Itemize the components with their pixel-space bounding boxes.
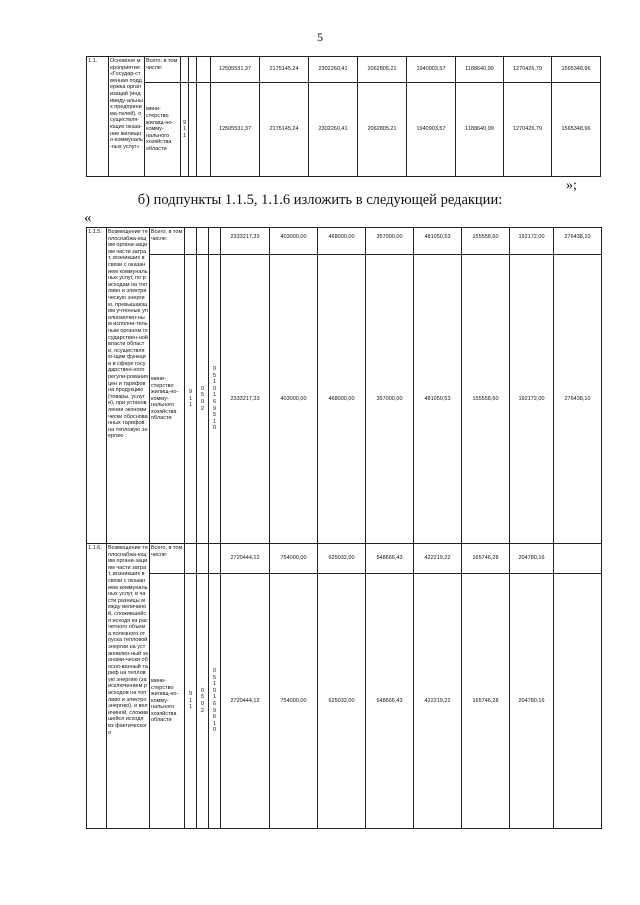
total-label: Всего, в том числе: xyxy=(150,544,185,574)
value-cell: 155558,60 xyxy=(462,228,510,255)
table-row xyxy=(87,574,602,829)
target-article-code: 0 5 1 0 1 6 9 5 1 0 xyxy=(209,255,221,544)
value-cell: 192172,00 xyxy=(510,255,554,544)
table-row xyxy=(87,544,602,574)
value-cell: 468000,00 xyxy=(318,255,366,544)
value-cell: 165746,28 xyxy=(462,574,510,829)
table-row xyxy=(87,228,602,255)
value-cell: 754000,00 xyxy=(270,574,318,829)
value-cell: 2333217,33 xyxy=(221,228,270,255)
agency-label: мини-стерство жилищ-но-комму-нального хозяйства области xyxy=(150,574,185,829)
value-cell: 403000,00 xyxy=(270,255,318,544)
row-number: 1.1.5. xyxy=(87,228,107,544)
value-cell: 548666,43 xyxy=(366,544,414,574)
value-cell: 1940903,57 xyxy=(407,83,456,177)
value-cell: 1270426,79 xyxy=(504,57,552,83)
total-label: Всего, в том числе: xyxy=(150,228,185,255)
value-cell: 192172,00 xyxy=(510,228,554,255)
value-cell: 481050,53 xyxy=(414,255,462,544)
measure-name: Возмещение теплоснабжа-ющим органи-зациям части затрат, возникших в связи с оказанием коммунальных услуг, в части разницы между величиной, сложившейся исходя из расчетного объема полезного отпуска тепловой энергии на установлен-ный экономи-чески обосно-ванный тариф на тепловую энергию (за исключением расходов на топливо и электроэнергию), и величиной, сложившейся исходя из фактического xyxy=(107,544,150,829)
opening-quote: « xyxy=(84,210,92,226)
row-number: 1.1. xyxy=(87,57,109,177)
value-cell: 2062805,21 xyxy=(358,83,407,177)
total-label: Всего, в том числе: xyxy=(145,57,181,83)
row-number: 1.1.6. xyxy=(87,544,107,829)
section-code: 0 5 0 2 xyxy=(197,574,209,829)
value-cell: 1565348,96 xyxy=(552,83,601,177)
value-cell xyxy=(554,544,602,574)
value-cell: 2720444,12 xyxy=(221,544,270,574)
measure-name: Основное мероприятие «Государ-ственная поддержка организаций (индивиду-альных предпринима-телей), осуществля-ющих оказа-ние жилищно-коммуналь-ных услуг» xyxy=(109,57,145,177)
page-number: 5 xyxy=(317,30,323,44)
table-row xyxy=(87,83,601,177)
value-cell: 1565348,96 xyxy=(552,57,601,83)
value-cell xyxy=(554,574,602,829)
value-cell: 481050,53 xyxy=(414,228,462,255)
closing-quote: »; xyxy=(566,178,577,193)
value-cell: 2720444,12 xyxy=(221,574,270,829)
table-row xyxy=(87,255,602,544)
value-cell: 276438,10 xyxy=(554,228,602,255)
value-cell: 357000,00 xyxy=(366,255,414,544)
value-cell: 12505531,37 xyxy=(211,57,260,83)
value-cell: 2302260,41 xyxy=(309,83,358,177)
budget-table-top xyxy=(86,56,601,177)
grbs-code: 9 1 1 xyxy=(185,574,197,829)
value-cell: 204780,16 xyxy=(510,544,554,574)
value-cell: 403000,00 xyxy=(270,228,318,255)
value-cell: 625032,00 xyxy=(318,544,366,574)
value-cell: 357000,00 xyxy=(366,228,414,255)
value-cell: 548666,43 xyxy=(366,574,414,829)
value-cell: 422219,22 xyxy=(414,544,462,574)
value-cell: 204780,16 xyxy=(510,574,554,829)
target-article-code: 0 5 1 0 1 6 9 6 1 0 xyxy=(209,574,221,829)
value-cell: 754000,00 xyxy=(270,544,318,574)
value-cell: 2175145,24 xyxy=(260,83,309,177)
agency-label: мини-стерство жилищ-но-комму-нального хозяйства области xyxy=(150,255,185,544)
value-cell: 2175145,24 xyxy=(260,57,309,83)
table-row xyxy=(87,57,601,83)
budget-table-bottom xyxy=(86,227,602,829)
value-cell: 165746,28 xyxy=(462,544,510,574)
agency-label: мини-стерство жилищ-но-комму-нального хозяйства области xyxy=(145,83,181,177)
value-cell: 422219,22 xyxy=(414,574,462,829)
grbs-code: 9 1 1 xyxy=(181,83,189,177)
amendment-instruction: б) подпункты 1.1.5, 1.1.6 изложить в следующей редакции: xyxy=(137,192,503,208)
value-cell: 2333217,33 xyxy=(221,255,270,544)
value-cell: 155558,60 xyxy=(462,255,510,544)
value-cell: 625032,00 xyxy=(318,574,366,829)
value-cell: 1188640,99 xyxy=(456,57,504,83)
value-cell: 2062805,21 xyxy=(358,57,407,83)
measure-name: Возмещение теплоснабжа-ющим органи-зациям части затрат, возникших в связи с оказанием коммунальных услуг, по расходам на топливо и электрическую энергию, превышающим учтенные уполномочен-ным исполни-тельным органом государствен-ной власти области, осуществляю-щим функции в сфере государствен-ного регули-рования цен и тарифов на продукцию (товары, услуги), при установлении экономически обоснованных тарифов на тепловую энергию xyxy=(107,228,150,544)
section-code: 0 5 0 2 xyxy=(197,255,209,544)
value-cell: 12505531,37 xyxy=(211,83,260,177)
value-cell: 1270426,79 xyxy=(504,83,552,177)
value-cell: 2302260,41 xyxy=(309,57,358,83)
value-cell: 468000,00 xyxy=(318,228,366,255)
value-cell: 276438,10 xyxy=(554,255,602,544)
grbs-code: 9 1 1 xyxy=(185,255,197,544)
value-cell: 1940903,57 xyxy=(407,57,456,83)
value-cell: 1188640,99 xyxy=(456,83,504,177)
